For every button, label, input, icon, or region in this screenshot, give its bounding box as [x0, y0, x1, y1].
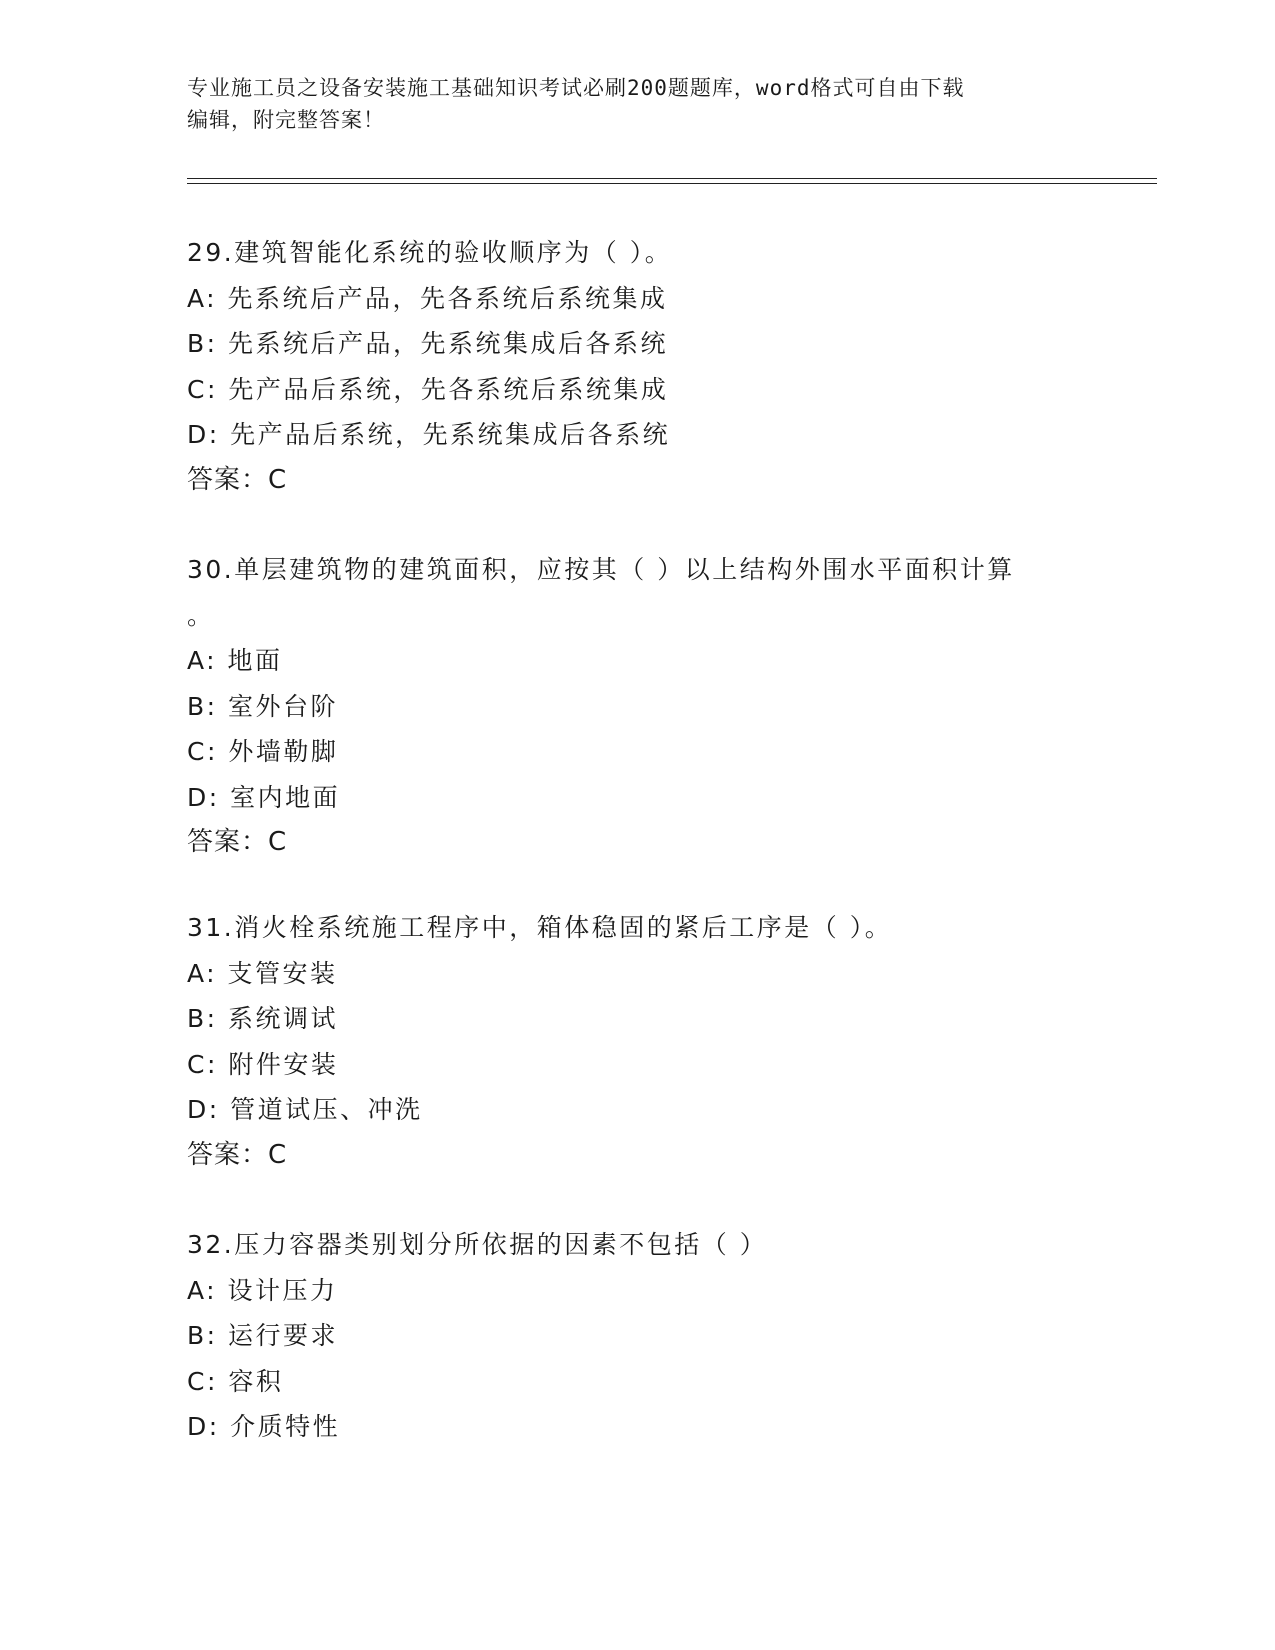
option-d: D: 管道试压、冲洗 — [187, 1095, 423, 1124]
option-b: B: 先系统后产品，先系统集成后各系统 — [187, 329, 669, 358]
question-stem: 32.压力容器类别划分所依据的因素不包括（ ） — [187, 1230, 768, 1259]
question-stem-continuation: 。 — [187, 600, 215, 630]
header-divider-bottom — [187, 183, 1157, 184]
option-c: C: 外墙勒脚 — [187, 737, 339, 766]
question-32 — [187, 1222, 1087, 1450]
question-31 — [187, 905, 1087, 1178]
option-b: B: 系统调试 — [187, 1004, 339, 1033]
option-a: A: 先系统后产品，先各系统后系统集成 — [187, 283, 668, 313]
option-b: B: 室外台阶 — [187, 691, 339, 721]
header-divider-top — [187, 178, 1157, 179]
option-a: A: 地面 — [187, 646, 283, 675]
question-stem: 29.建筑智能化系统的验收顺序为（ ）。 — [187, 238, 673, 267]
option-a: A: 设计压力 — [187, 1275, 338, 1305]
header-title-line-2: 编辑，附完整答案！ — [187, 108, 385, 132]
option-d: D: 室内地面 — [187, 782, 341, 812]
answer-label: 答案：C — [187, 1139, 288, 1170]
question-30 — [187, 547, 1087, 866]
option-c: C: 容积 — [187, 1366, 284, 1396]
option-a: A: 支管安装 — [187, 958, 338, 988]
option-b: B: 运行要求 — [187, 1321, 339, 1350]
header-title-line-1: 专业施工员之设备安装施工基础知识考试必刷200题题库，word格式可自由下载 — [187, 76, 965, 100]
question-stem: 30.单层建筑物的建筑面积，应按其（ ）以上结构外围水平面积计算 — [187, 555, 1015, 584]
option-c: C: 附件安装 — [187, 1049, 339, 1079]
option-d: D: 介质特性 — [187, 1412, 341, 1441]
answer-label: 答案：C — [187, 827, 288, 857]
question-stem: 31.消火栓系统施工程序中，箱体稳固的紧后工序是（ ）。 — [187, 913, 893, 942]
question-29 — [187, 230, 1087, 503]
answer-label: 答案：C — [187, 464, 288, 495]
option-d: D: 先产品后系统，先系统集成后各系统 — [187, 420, 671, 449]
document-header — [187, 72, 1087, 136]
option-c: C: 先产品后系统，先各系统后系统集成 — [187, 374, 669, 404]
